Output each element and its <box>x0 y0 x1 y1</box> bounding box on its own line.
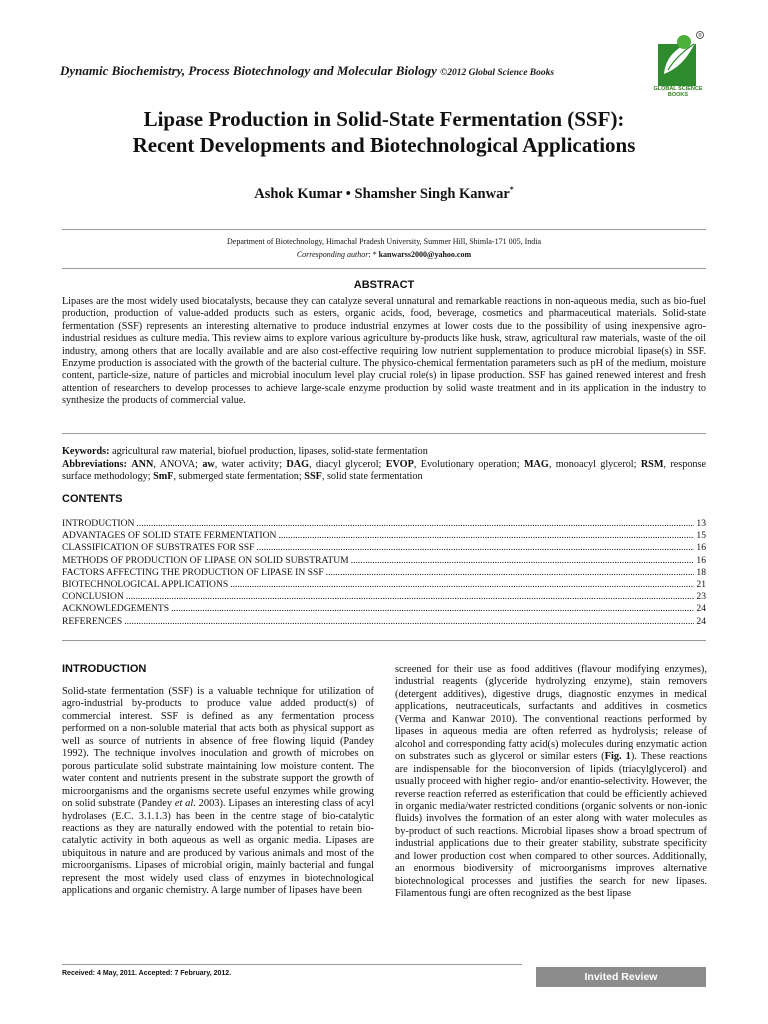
abbr-term: EVOP <box>385 458 414 470</box>
abbr-term: RSM <box>640 458 664 470</box>
abbr-def: , diacyl glycerol; <box>309 458 386 470</box>
keywords-block <box>62 446 706 484</box>
toc-entry[interactable] <box>62 542 706 554</box>
toc-label: ACKNOWLEDGEMENTS <box>62 603 170 615</box>
toc-page: 15 <box>696 530 706 542</box>
toc-leader <box>326 567 695 579</box>
abbr-def: , solid state fermentation <box>321 471 423 483</box>
footer-divider <box>62 964 522 965</box>
intro-text: 2003). Lipases an interesting class of acyl hydrolases (E.C. 3.1.1.3) has been in the centre stage of bio-catalytic reactions as they are naturally endowed with the potential to retain bio-catalytic activity in both aqueous as well as organic media. Lipases are ubiquitous in nature and are produced by various animals and most of the microorganisms. Lipases of microbial origin, mainly bacterial and fungal represent the most widely used class of enzymes in biotechnological applications and organic chemistry. A large number of lipases have been <box>62 798 374 897</box>
author-mark: * <box>509 185 514 194</box>
intro-text: screened for their use as food additives (flavour modifying enzymes), industrial reagents (glyceride hydrolyzing enzyme), stain removers (detergent additives), digestive drugs, diagnostic enzymes in medical applications, neutraceuticals, surfactants and additives in cosmetics (Verma and Kanwar 2010). The conventional reactions performed by lipases in aqueous media are often referred as hydrolysis; release of alcohol and corresponding fatty acid(s) molecules during enzymatic action on substrates such as glycerol or similar esters ( <box>395 664 707 763</box>
toc-page: 13 <box>696 518 706 529</box>
toc-page: 23 <box>696 591 706 603</box>
toc-leader <box>230 579 694 591</box>
toc-entry[interactable] <box>62 591 706 603</box>
abbr-def: , ANOVA; <box>153 458 203 470</box>
registered-mark: ® <box>698 33 702 39</box>
abbr-def: , water activity; <box>214 458 287 470</box>
toc-label: ADVANTAGES OF SOLID STATE FERMENTATION <box>62 530 277 542</box>
abbreviations-label: Abbreviations: <box>62 458 127 470</box>
abbr-term: DAG <box>286 458 310 470</box>
journal-name: Dynamic Biochemistry, Process Biotechnology and Molecular Biology <box>60 63 437 78</box>
keywords <box>62 446 706 459</box>
corresponding-sep: : * <box>368 250 379 259</box>
abbr-def: , monoacyl glycerol; <box>548 458 641 470</box>
toc-label: REFERENCES <box>62 615 123 627</box>
title-line-1: Lipase Production in Solid-State Fermentation (SSF): <box>143 107 625 131</box>
body-column-left <box>62 686 374 898</box>
corresponding-author <box>60 250 708 259</box>
logo-text-line1: GLOBAL SCIENCE <box>653 86 703 92</box>
abbreviations <box>62 459 706 484</box>
abbr-def: , submerged state fermentation; <box>173 471 305 483</box>
toc-page: 24 <box>696 603 706 615</box>
keywords-text: agricultural raw material, biofuel production, lipases, solid-state fermentation <box>109 446 428 457</box>
title-line-2: Recent Developments and Biotechnological Applications <box>132 133 636 157</box>
toc-label: BIOTECHNOLOGICAL APPLICATIONS <box>62 578 229 590</box>
toc-leader <box>171 603 694 615</box>
divider <box>62 640 706 641</box>
journal-copyright: ©2012 Global Science Books <box>440 68 555 78</box>
toc-entry[interactable] <box>62 530 706 542</box>
toc-entry[interactable] <box>62 579 706 591</box>
logo-text-line2: BOOKS <box>667 92 689 98</box>
abstract-text: Lipases are the most widely used biocatalysts, because they can catalyze several unnatural and remarkable reactions in non-aqueous media, such as bio-fuel production, production of value-added products such as esters, organic acids, food, beverage, cosmetics and pharmaceutical materials. Solid-state fermentation (SSF) represents an interesting alternative to produce industrial enzymes at lower costs due to the possibility of using inexpensive agro-industrial residues as culture media. This review aims to explore various agriculture by-products like husk, straw, agricultural raw materials, waste of the oil industry, among others that are locally available and are also cost-effective requiring low nutrient supplementation to produce microbial lipase(s) in SSF. Enzyme production is associated with the growth of the bacterial culture. The physico-chemical fermentation parameters such as pH of the medium, moisture content, particle-size, nature of particles and microbial inoculum level play crucial role(s) in lipase production. SSF has gained renewed interest and fresh attention of researchers to develop processes to achieve large-scale enzyme production by solid waste treatment and in its application in the industry to synthesize the products of commercial value. <box>62 296 706 407</box>
toc-label: CONCLUSION <box>62 591 124 603</box>
abstract-heading: ABSTRACT <box>353 279 415 291</box>
toc-leader <box>126 591 695 603</box>
toc-label: FACTORS AFFECTING THE PRODUCTION OF LIPASE IN SSF <box>62 566 324 578</box>
toc-label: CLASSIFICATION OF SUBSTRATES FOR SSF <box>62 542 255 554</box>
toc-page: 24 <box>696 615 706 627</box>
toc-leader <box>256 542 694 554</box>
toc-leader <box>124 616 694 628</box>
abbr-term: ANN <box>131 458 154 470</box>
divider <box>62 268 706 269</box>
toc-entry[interactable] <box>62 567 706 579</box>
toc-entry[interactable] <box>62 603 706 615</box>
authors <box>60 185 708 203</box>
intro-text: Solid-state fermentation (SSF) is a valuable technique for utilization of agro-industrial by-products to produce value added product(s) of commercial interest. SSF is defined as any fermentation process performed on a non-soluble material that acts both as physical support as well as source of nutrients in absence of free flowing liquid (Pandey 1992). The technique involves inoculation and growth of microbes on porous particulate solid substrate maintaining low moisture content. The water content and nutrients present in the substrate support the growth of microorganisms and the organisms secrete useful enzymes while growing on solid substrate (Pandey <box>62 686 374 810</box>
body-column-right <box>395 664 707 901</box>
abbr-term: MAG <box>523 458 549 470</box>
abbr-def: , Evolutionary operation; <box>413 458 524 470</box>
intro-etal: et al. <box>174 798 196 810</box>
corresponding-label: Corresponding author <box>296 250 369 259</box>
abbr-term: aw <box>202 458 215 470</box>
affiliation: Department of Biotechnology, Himachal Pradesh University, Summer Hill, Shimla-171 005, India <box>226 237 541 246</box>
toc-page: 18 <box>696 566 706 578</box>
abbr-def: , response surface methodology; <box>62 458 707 483</box>
keywords-label: Keywords: <box>62 446 110 457</box>
abbr-term: SSF <box>304 471 322 483</box>
toc-page: 21 <box>696 578 706 590</box>
toc-leader <box>136 518 694 530</box>
divider <box>62 229 706 230</box>
introduction-heading: INTRODUCTION <box>62 663 147 675</box>
journal-header <box>60 63 554 79</box>
contents-heading: CONTENTS <box>62 493 123 505</box>
toc-entry[interactable] <box>62 518 706 530</box>
divider <box>62 433 706 434</box>
intro-text: ). These reactions are indispensable for the bioconversion of lipids (triacylglycerol) and usually proceed with higher regio- and/or enantio-selectivity. However, the reverse reaction referred as esterification that could be efficiently achieved in organic media/water restricted conditions (organic solvents or non-ionic fluids) involves the formation of an ester along with water molecules as by-product of such reactions. Microbial lipases show a broad spectrum of industrial applications due to their greater stability, substrate specificity and lower production cost when compared to other sources. Additionally, an enormous biodiversity of microorganisms improves alternative biotechnological processes and justifies the search for new lipases. Filamentous fungi are often recognized as the best lipase <box>395 751 707 900</box>
paper-title <box>60 106 708 158</box>
toc-label: INTRODUCTION <box>62 518 135 529</box>
leaf-logo-icon <box>650 30 706 88</box>
toc-label: METHODS OF PRODUCTION OF LIPASE ON SOLID SUBSTRATUM <box>62 554 349 566</box>
corresponding-email[interactable]: kanwarss2000@yahoo.com <box>378 250 472 259</box>
article-type-badge: Invited Review <box>536 967 706 987</box>
received-dates: Received: 4 May, 2011. Accepted: 7 February, 2012. <box>62 970 232 977</box>
publisher-logo-text <box>640 86 716 98</box>
toc-leader <box>278 530 694 542</box>
toc-leader <box>351 555 695 567</box>
toc-entry[interactable] <box>62 616 706 628</box>
toc-page: 16 <box>696 554 706 566</box>
abbr-term: SmF <box>153 471 174 483</box>
table-of-contents <box>62 518 706 628</box>
toc-page: 16 <box>696 542 706 554</box>
toc-entry[interactable] <box>62 555 706 567</box>
figure-ref[interactable]: Fig. 1 <box>604 751 631 763</box>
author-names: Ashok Kumar • Shamsher Singh Kanwar <box>254 185 510 202</box>
